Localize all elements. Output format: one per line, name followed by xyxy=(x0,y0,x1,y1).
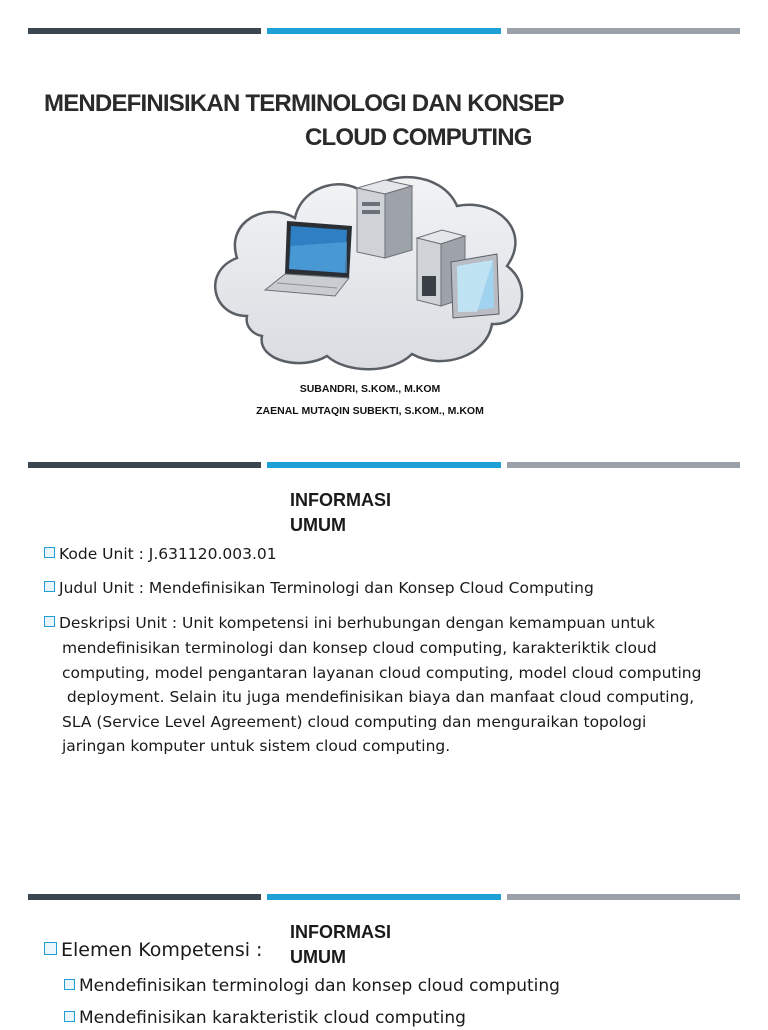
section-heading xyxy=(290,920,391,970)
checkbox-bullet-icon xyxy=(44,547,55,558)
info-slide xyxy=(0,452,768,892)
header-bars xyxy=(28,28,740,34)
header-bars xyxy=(28,462,740,468)
bar-gray xyxy=(507,462,740,468)
bar-dark xyxy=(28,894,261,900)
bar-blue xyxy=(267,28,500,34)
server-icon xyxy=(357,180,412,258)
bar-dark xyxy=(28,462,261,468)
description-line: deployment. Selain itu juga mendefinisikan biaya dan manfaat cloud computing, xyxy=(62,688,695,706)
monitor-icon xyxy=(451,254,499,318)
list-item xyxy=(44,576,594,600)
list-item xyxy=(44,542,277,566)
list-item xyxy=(64,1006,466,1030)
competency-label-text: Elemen Kompetensi : xyxy=(61,939,263,961)
section-heading xyxy=(290,488,391,538)
heading-line2: UMUM xyxy=(290,515,346,535)
checkbox-bullet-icon xyxy=(44,581,55,592)
bar-gray xyxy=(507,894,740,900)
bar-dark xyxy=(28,28,261,34)
heading-line1: INFORMASI xyxy=(290,490,391,510)
heading-line2: UMUM xyxy=(290,947,346,967)
bar-blue xyxy=(267,462,500,468)
slide-title-line1: MENDEFINISIKAN TERMINOLOGI DAN KONSEP xyxy=(44,90,564,117)
header-bars xyxy=(28,894,740,900)
list-item-text: Kode Unit : J.631120.003.01 xyxy=(59,545,277,563)
title-slide xyxy=(0,0,768,452)
description-line: mendefinisikan terminologi dan konsep cloud computing, karakteriktik cloud xyxy=(62,639,657,657)
list-item-text: Judul Unit : Mendefinisikan Terminologi dan Konsep Cloud Computing xyxy=(59,579,594,597)
list-item xyxy=(64,974,560,998)
description-line: SLA (Service Level Agreement) cloud computing dan menguraikan topologi xyxy=(62,712,647,731)
list-item xyxy=(44,611,655,635)
checkbox-bullet-icon xyxy=(64,1011,75,1022)
checkbox-bullet-icon xyxy=(44,616,55,627)
list-item-text: Deskripsi Unit : Unit kompetensi ini berhubungan dengan kemampuan untuk xyxy=(59,614,656,632)
heading-line1: INFORMASI xyxy=(290,922,391,942)
description-line: jaringan komputer untuk sistem cloud computing. xyxy=(62,737,451,755)
competency-label xyxy=(44,938,262,962)
competency-slide xyxy=(0,892,768,1028)
list-item-text: Mendefinisikan terminologi dan konsep cloud computing xyxy=(79,976,560,996)
checkbox-bullet-icon xyxy=(64,979,75,990)
slide-title-line2: CLOUD COMPUTING xyxy=(305,124,532,151)
list-item-text: Mendefinisikan karakteristik cloud computing xyxy=(79,1008,466,1028)
author-1: SUBANDRI, S.KOM., M.KOM xyxy=(299,383,441,395)
bar-gray xyxy=(507,28,740,34)
bar-blue xyxy=(267,894,500,900)
author-2: ZAENAL MUTAQIN SUBEKTI, S.KOM., M.KOM xyxy=(256,405,484,417)
checkbox-bullet-icon xyxy=(44,942,57,955)
unit-description xyxy=(44,636,734,759)
cloud-computing-illustration xyxy=(207,166,527,371)
description-line: computing, model pengantaran layanan cloud computing, model cloud computing xyxy=(62,663,702,682)
